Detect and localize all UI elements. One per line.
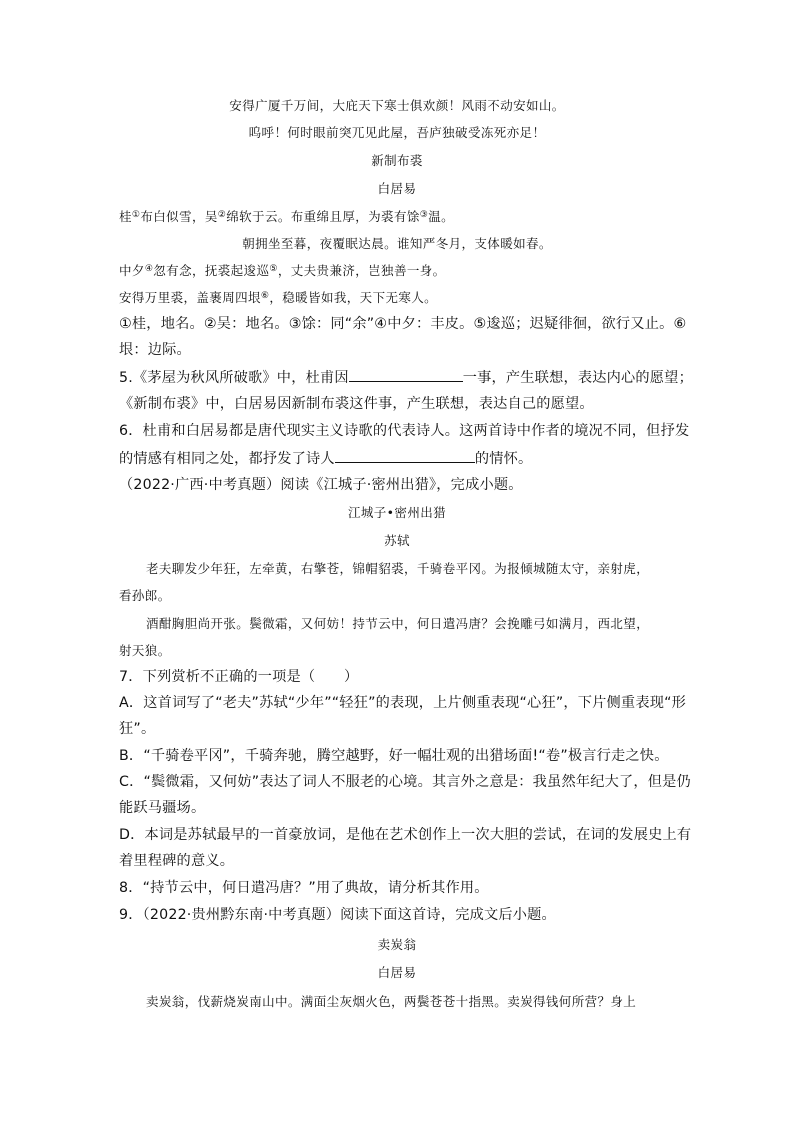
- footnote-marker: ③: [419, 210, 429, 220]
- option-c-line-2: 能跃马疆场。: [119, 800, 206, 816]
- option-a-line-2: 狂”。: [119, 721, 156, 737]
- question-8: 8．“持节云中，何日遣冯唐？”用了典故，请分析其作用。: [119, 880, 489, 896]
- footnote-marker: ②: [217, 210, 227, 220]
- poem2-line-3: 中夕④忽有念，抚裘起逡巡⑤，丈夫贵兼济，岂独善一身。: [119, 263, 446, 278]
- poem3-line: 看孙郎。: [119, 588, 171, 603]
- question-6-line-2: 的情感有相同之处，都抒发了诗人 的情怀。: [119, 451, 533, 467]
- question-7: 7．下列赏析不正确的一项是（ ）: [119, 669, 359, 685]
- poem3-line: 酒酣胸胆尚开张。鬓微霜，又何妨！持节云中，何日遣冯唐？会挽雕弓如满月，西北望，: [146, 616, 650, 631]
- option-a: A．这首词写了“老夫”苏轼“少年”“轻狂”的表现，上片侧重表现“心狂”，下片侧重表现“形: [119, 695, 687, 711]
- poem-title: 卖炭翁: [377, 937, 417, 952]
- option-d-line-2: 着里程碑的意义。: [119, 853, 235, 869]
- question-6: 6．杜甫和白居易都是唐代现实主义诗歌的代表诗人。这两首诗中作者的境况不同，但抒发: [119, 423, 690, 439]
- question-9: 9．（2022·贵州黔东南·中考真题）阅读下面这首诗，完成文后小题。: [119, 907, 556, 923]
- answer-blank[interactable]: [349, 369, 463, 382]
- poem2-line-1: 桂①布白似雪，吴②绵软于云。布重绵且厚，为裘有馀③温。: [119, 209, 455, 224]
- question-5-line-2: 《新制布裘》中，白居易因新制布裘这件事，产生联想，表达自己的愿望。: [119, 396, 594, 412]
- question-5: 5.《茅屋为秋风所破歌》中，杜甫因 一事，产生联想，表达内心的愿望；: [119, 370, 693, 386]
- answer-blank[interactable]: [335, 450, 475, 463]
- footnote-marker: ⑤: [269, 264, 278, 274]
- poem2-line-4: 安得万里裘，盖裹周四垠⑥，稳暖皆如我，天下无寒人。: [119, 290, 438, 305]
- poem-author: 苏轼: [384, 533, 410, 548]
- reading-intro: （2022·广西·中考真题）阅读《江城子·密州出猎》，完成小题。: [119, 477, 523, 493]
- option-c: C．“鬓微霜，又何妨”表达了词人不服老的心境。其言外之意是：我虽然年纪大了，但是仍: [119, 774, 691, 790]
- poem1-line: 呜呼！何时眼前突兀见此屋，吾庐独破受冻死亦足！: [248, 125, 546, 140]
- footnote-marker: ①: [131, 210, 141, 220]
- footnote-marker: ⑥: [260, 291, 270, 301]
- poem4-line: 卖炭翁，伐薪烧炭南山中。满面尘灰烟火色，两鬓苍苍十指黑。卖炭得钱何所营？身上: [146, 994, 637, 1009]
- poem2-line-2: 朝拥坐至暮，夜覆眠达晨。谁知严冬月，支体暖如春。: [242, 236, 552, 251]
- poem-title: 新制布裘: [371, 153, 423, 168]
- poem3-line: 老夫聊发少年狂，左牵黄，右擎苍，锦帽貂裘，千骑卷平冈。为报倾城随太守，亲射虎，: [146, 561, 650, 576]
- poem-title: 江城子•密州出猎: [347, 505, 447, 520]
- poem3-line: 射天狼。: [119, 643, 171, 658]
- annotation-line: 垠：边际。: [119, 342, 191, 358]
- poem-author: 白居易: [377, 965, 417, 980]
- poem1-line: 安得广厦千万间，大庇天下寒士俱欢颜！风雨不动安如山。: [229, 98, 565, 113]
- footnote-marker: ④: [144, 264, 154, 274]
- option-b: B．“千骑卷平冈”，千骑奔驰，腾空越野，好一幅壮观的出猎场面!“卷”极言行走之快。: [119, 748, 669, 764]
- annotation-line: ①桂，地名。②吴：地名。③馀：同“余”④中夕：丰皮。⑤逡巡；迟疑徘徊，欲行又止。⑥: [119, 316, 687, 332]
- option-d: D．本词是苏轼最早的一首豪放词，是他在艺术创作上一次大胆的尝试，在词的发展史上有: [119, 827, 692, 843]
- poem-author: 白居易: [377, 181, 417, 196]
